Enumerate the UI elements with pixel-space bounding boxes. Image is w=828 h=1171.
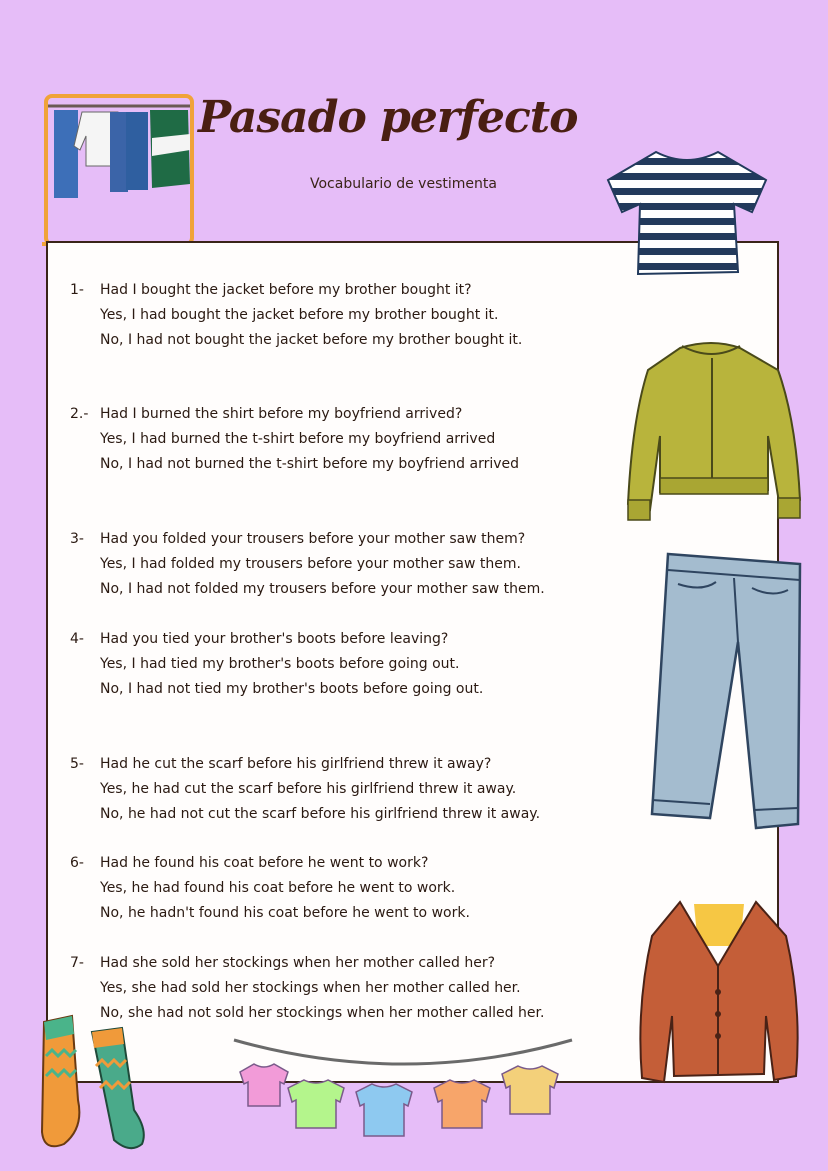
hanging-tshirts-illustration [230, 1030, 576, 1148]
answer-no: No, I had not burned the t-shirt before my boyfriend arrived [100, 456, 520, 472]
question-block-3 [70, 527, 545, 602]
answer-yes: Yes, I had tied my brother's boots before going out. [100, 656, 460, 672]
question-block-7 [70, 951, 544, 1026]
jeans-illustration [648, 548, 804, 834]
question-text: Had she sold her stockings when her mother called her? [100, 955, 496, 971]
answer-yes: Yes, I had burned the t-shirt before my boyfriend arrived [100, 431, 496, 447]
question-number: 1- [70, 282, 84, 298]
question-number: 2.- [70, 406, 89, 422]
question-block-4 [70, 627, 483, 702]
question-block-1 [70, 278, 522, 353]
question-block-5 [70, 752, 540, 827]
answer-yes: Yes, he had found his coat before he went to work. [100, 880, 456, 896]
question-text: Had I burned the shirt before my boyfriend arrived? [100, 406, 463, 422]
answer-yes: Yes, I had folded my trousers before your mother saw them. [100, 556, 521, 572]
page-subtitle: Vocabulario de vestimenta [310, 176, 497, 192]
answer-yes: Yes, I had bought the jacket before my brother bought it. [100, 307, 499, 323]
answer-no: No, I had not bought the jacket before my brother bought it. [100, 332, 523, 348]
question-number: 3- [70, 531, 84, 547]
answer-no: No, I had not folded my trousers before your mother saw them. [100, 581, 545, 597]
answer-no: No, she had not sold her stockings when her mother called her. [100, 1005, 545, 1021]
page-title: Pasado perfecto [198, 92, 578, 143]
cardigan-illustration [636, 896, 802, 1088]
question-number: 5- [70, 756, 84, 772]
question-text: Had he found his coat before he went to work? [100, 855, 429, 871]
question-number: 7- [70, 955, 84, 971]
answer-yes: Yes, she had sold her stockings when her mother called her. [100, 980, 521, 996]
question-text: Had you tied your brother's boots before leaving? [100, 631, 449, 647]
question-block-2 [70, 402, 519, 477]
question-block-6 [70, 851, 470, 926]
striped-tshirt-illustration [606, 146, 768, 278]
answer-no: No, he hadn't found his coat before he went to work. [100, 905, 470, 921]
olive-jacket-illustration [620, 340, 806, 528]
clothes-rack-illustration [40, 88, 200, 252]
answer-yes: Yes, he had cut the scarf before his girlfriend threw it away. [100, 781, 517, 797]
question-number: 4- [70, 631, 84, 647]
socks-illustration [38, 1012, 172, 1154]
answer-no: No, I had not tied my brother's boots before going out. [100, 681, 484, 697]
question-text: Had he cut the scarf before his girlfriend threw it away? [100, 756, 492, 772]
question-text: Had I bought the jacket before my brother bought it? [100, 282, 472, 298]
answer-no: No, he had not cut the scarf before his girlfriend threw it away. [100, 806, 541, 822]
question-number: 6- [70, 855, 84, 871]
question-text: Had you folded your trousers before your mother saw them? [100, 531, 526, 547]
